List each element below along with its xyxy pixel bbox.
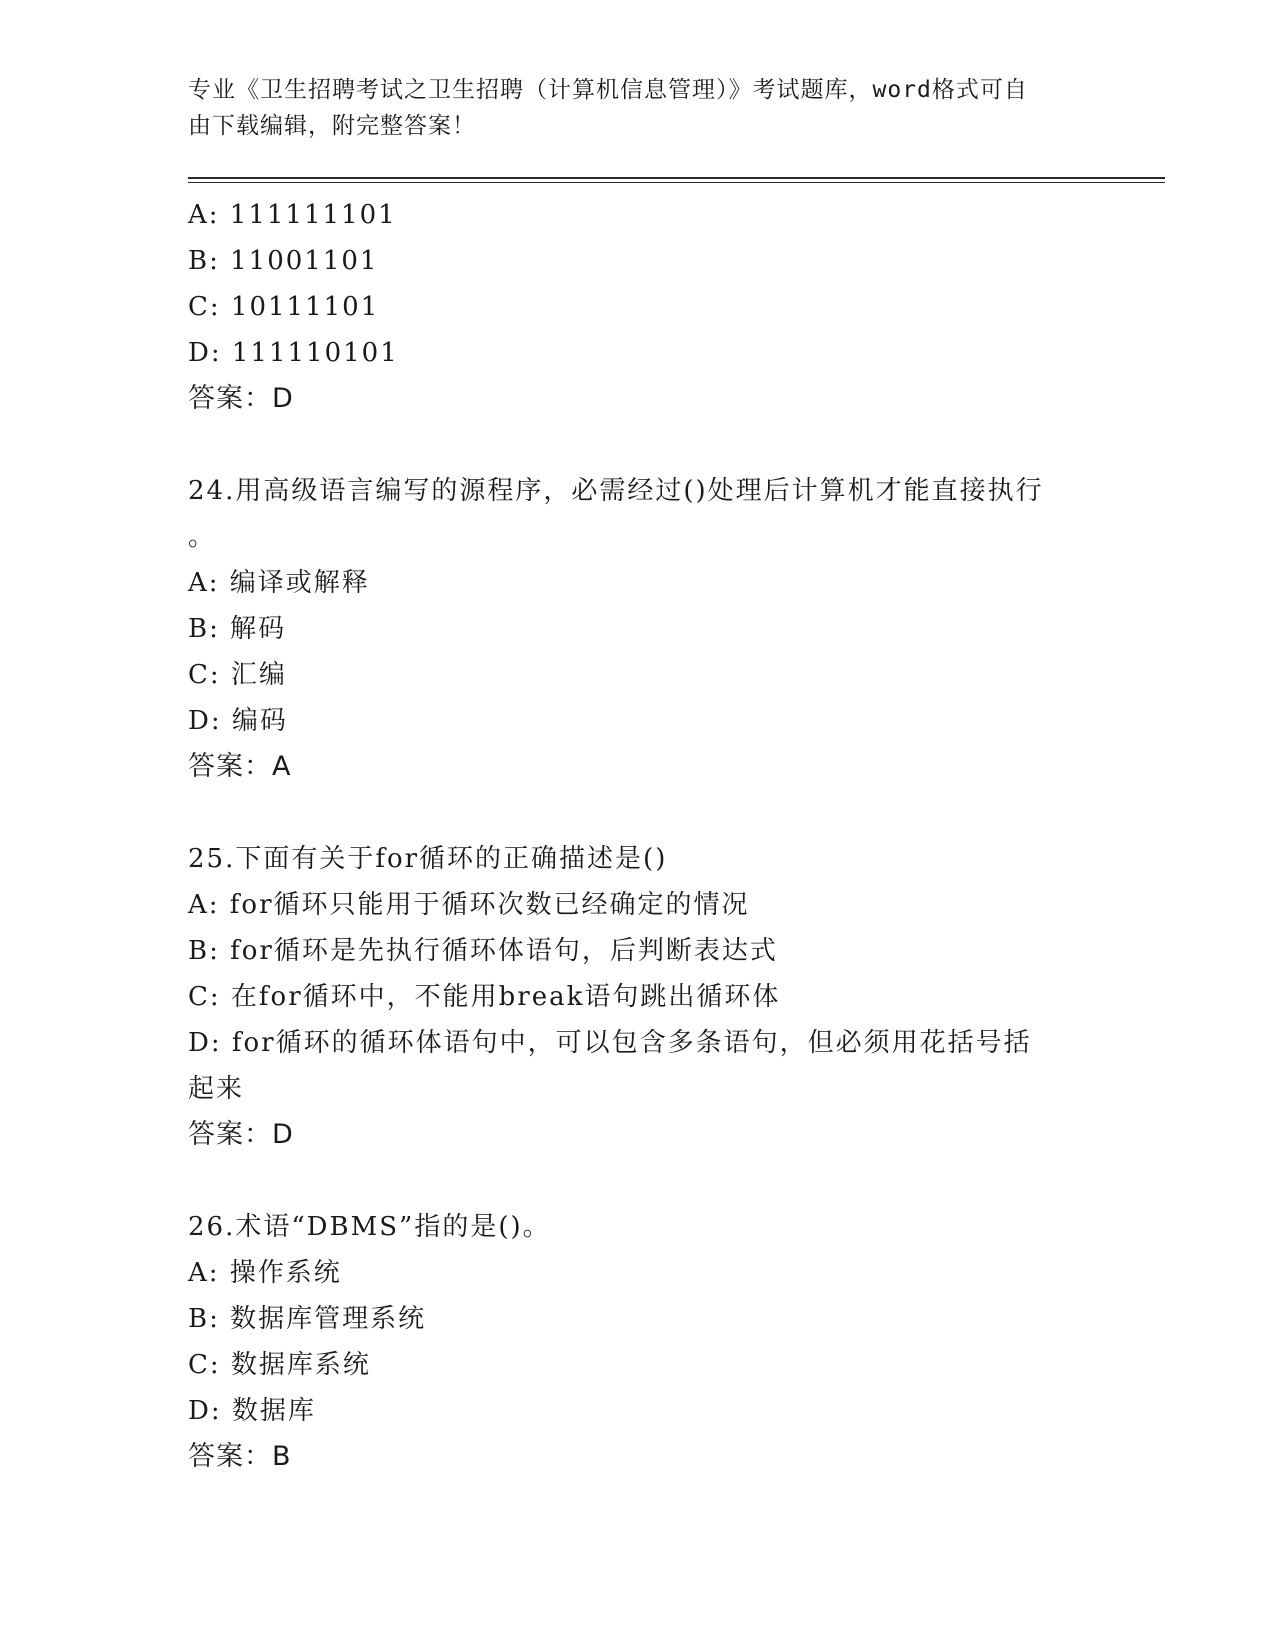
header-line-1: 专业《卫生招聘考试之卫生招聘（计算机信息管理）》考试题库，word格式可自: [188, 77, 1028, 103]
answer: 答案：D: [188, 1119, 294, 1150]
option-a: A: 111111101: [188, 200, 397, 230]
answer: 答案：B: [188, 1441, 292, 1472]
spacer: [188, 1158, 1078, 1204]
option-b: B: 解码: [188, 614, 287, 644]
option-d: D: 编码: [188, 706, 288, 736]
header-divider-thin: [188, 182, 1165, 183]
answer: 答案：A: [188, 751, 292, 782]
option-b: B: 数据库管理系统: [188, 1304, 427, 1334]
option-c: C: 数据库系统: [188, 1350, 371, 1380]
question-list: [188, 192, 1078, 1480]
option-c: C: 在for循环中，不能用break语句跳出循环体: [188, 982, 781, 1012]
spacer: [188, 790, 1078, 836]
option-b: B: 11001101: [188, 246, 379, 276]
option-a: A: 操作系统: [188, 1258, 342, 1288]
option-a: A: 编译或解释: [188, 568, 370, 598]
document-header: [188, 72, 1068, 144]
answer: 答案：D: [188, 383, 294, 414]
option-c: C: 汇编: [188, 660, 287, 690]
question-text-line-2: 。: [188, 522, 217, 552]
question-25: [188, 836, 1078, 1158]
header-line-2: 由下载编辑，附完整答案！: [188, 113, 476, 139]
question-26: [188, 1204, 1078, 1480]
question-23: [188, 192, 1078, 422]
option-d: D: 111110101: [188, 338, 399, 368]
header-divider-thick: [188, 177, 1165, 179]
question-text-line-1: 24.用高级语言编写的源程序，必需经过()处理后计算机才能直接执行: [188, 476, 1044, 506]
option-d: D: for循环的循环体语句中，可以包含多条语句，但必须用花括号括: [188, 1028, 1032, 1058]
option-d: D: 数据库: [188, 1396, 316, 1426]
question-text: 26.术语“DBMS”指的是()。: [188, 1212, 551, 1242]
question-24: [188, 468, 1078, 790]
option-c: C: 10111101: [188, 292, 380, 322]
question-text: 25.下面有关于for循环的正确描述是(): [188, 844, 668, 874]
option-b: B: for循环是先执行循环体语句，后判断表达式: [188, 936, 778, 966]
option-d-continued: 起来: [188, 1074, 245, 1104]
spacer: [188, 422, 1078, 468]
option-a: A: for循环只能用于循环次数已经确定的情况: [188, 890, 750, 920]
